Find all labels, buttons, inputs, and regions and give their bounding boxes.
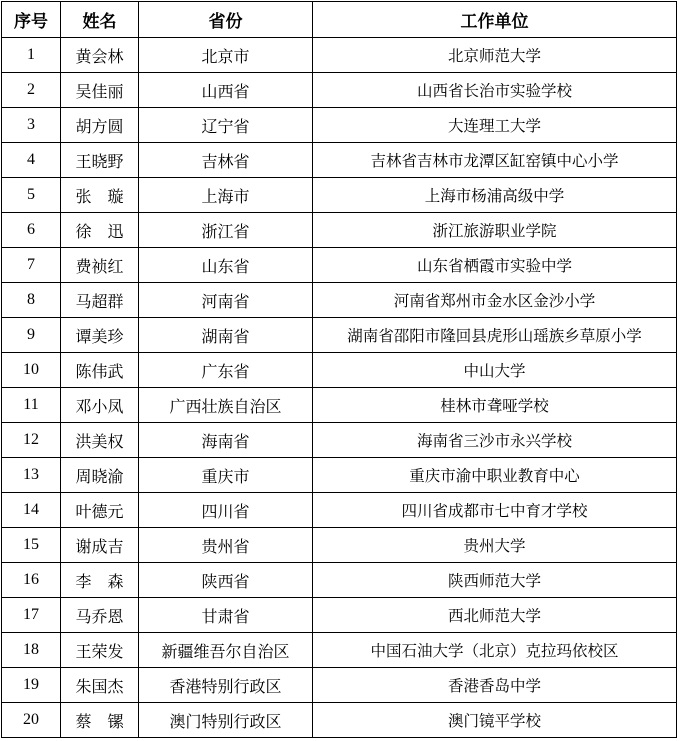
person-name-cell: 吴佳丽 (61, 73, 139, 108)
header-province: 省份 (139, 2, 313, 38)
row-index-cell: 9 (2, 318, 61, 353)
workplace-cell: 北京师范大学 (313, 38, 677, 73)
row-index-cell: 12 (2, 423, 61, 458)
person-name-cell: 马乔恩 (61, 598, 139, 633)
workplace-cell: 西北师范大学 (313, 598, 677, 633)
province-cell: 浙江省 (139, 213, 313, 248)
row-index-cell: 4 (2, 143, 61, 178)
person-name-cell: 邓小凤 (61, 388, 139, 423)
row-index-cell: 10 (2, 353, 61, 388)
table-row (2, 318, 677, 353)
table-row (2, 248, 677, 283)
province-cell: 陕西省 (139, 563, 313, 598)
row-index-cell: 15 (2, 528, 61, 563)
row-index-cell: 16 (2, 563, 61, 598)
province-cell: 吉林省 (139, 143, 313, 178)
workplace-cell: 浙江旅游职业学院 (313, 213, 677, 248)
workplace-cell: 上海市杨浦高级中学 (313, 178, 677, 213)
person-name-cell: 黄会林 (61, 38, 139, 73)
workplace-cell: 山西省长治市实验学校 (313, 73, 677, 108)
table-row (2, 38, 677, 73)
person-name-cell: 叶德元 (61, 493, 139, 528)
awardee-table (1, 1, 677, 738)
workplace-cell: 中山大学 (313, 353, 677, 388)
table-row (2, 73, 677, 108)
person-name-cell: 洪美权 (61, 423, 139, 458)
table-row (2, 563, 677, 598)
province-cell: 澳门特别行政区 (139, 703, 313, 738)
workplace-cell: 贵州大学 (313, 528, 677, 563)
row-index-cell: 13 (2, 458, 61, 493)
table-row (2, 633, 677, 668)
province-cell: 北京市 (139, 38, 313, 73)
row-index-cell: 8 (2, 283, 61, 318)
person-name-cell: 李 森 (61, 563, 139, 598)
table-row (2, 528, 677, 563)
header-workplace: 工作单位 (313, 2, 677, 38)
workplace-cell: 山东省栖霞市实验中学 (313, 248, 677, 283)
table-body (2, 38, 677, 738)
table-header-row (2, 2, 677, 38)
table-row (2, 598, 677, 633)
province-cell: 甘肃省 (139, 598, 313, 633)
person-name-cell: 周晓渝 (61, 458, 139, 493)
person-name-cell: 王荣发 (61, 633, 139, 668)
province-cell: 广西壮族自治区 (139, 388, 313, 423)
table-row (2, 668, 677, 703)
table-row (2, 423, 677, 458)
person-name-cell: 费祯红 (61, 248, 139, 283)
row-index-cell: 19 (2, 668, 61, 703)
workplace-cell: 中国石油大学（北京）克拉玛依校区 (313, 633, 677, 668)
table-row (2, 143, 677, 178)
province-cell: 重庆市 (139, 458, 313, 493)
province-cell: 香港特别行政区 (139, 668, 313, 703)
table-row (2, 353, 677, 388)
province-cell: 辽宁省 (139, 108, 313, 143)
workplace-cell: 吉林省吉林市龙潭区缸窑镇中心小学 (313, 143, 677, 178)
table-row (2, 283, 677, 318)
province-cell: 湖南省 (139, 318, 313, 353)
person-name-cell: 胡方圆 (61, 108, 139, 143)
province-cell: 贵州省 (139, 528, 313, 563)
table-row (2, 458, 677, 493)
workplace-cell: 重庆市渝中职业教育中心 (313, 458, 677, 493)
person-name-cell: 王晓野 (61, 143, 139, 178)
row-index-cell: 7 (2, 248, 61, 283)
workplace-cell: 澳门镜平学校 (313, 703, 677, 738)
person-name-cell: 谭美珍 (61, 318, 139, 353)
province-cell: 海南省 (139, 423, 313, 458)
province-cell: 四川省 (139, 493, 313, 528)
province-cell: 广东省 (139, 353, 313, 388)
province-cell: 山东省 (139, 248, 313, 283)
workplace-cell: 湖南省邵阳市隆回县虎形山瑶族乡草原小学 (313, 318, 677, 353)
province-cell: 新疆维吾尔自治区 (139, 633, 313, 668)
province-cell: 山西省 (139, 73, 313, 108)
table-row (2, 703, 677, 738)
workplace-cell: 四川省成都市七中育才学校 (313, 493, 677, 528)
person-name-cell: 张 璇 (61, 178, 139, 213)
table-row (2, 213, 677, 248)
person-name-cell: 陈伟武 (61, 353, 139, 388)
row-index-cell: 17 (2, 598, 61, 633)
province-cell: 河南省 (139, 283, 313, 318)
table-row (2, 388, 677, 423)
row-index-cell: 5 (2, 178, 61, 213)
header-index: 序号 (2, 2, 61, 38)
row-index-cell: 3 (2, 108, 61, 143)
row-index-cell: 14 (2, 493, 61, 528)
workplace-cell: 海南省三沙市永兴学校 (313, 423, 677, 458)
row-index-cell: 6 (2, 213, 61, 248)
table-row (2, 178, 677, 213)
person-name-cell: 蔡 镙 (61, 703, 139, 738)
workplace-cell: 河南省郑州市金水区金沙小学 (313, 283, 677, 318)
person-name-cell: 马超群 (61, 283, 139, 318)
workplace-cell: 大连理工大学 (313, 108, 677, 143)
person-name-cell: 朱国杰 (61, 668, 139, 703)
table-row (2, 108, 677, 143)
row-index-cell: 2 (2, 73, 61, 108)
row-index-cell: 1 (2, 38, 61, 73)
row-index-cell: 11 (2, 388, 61, 423)
header-name: 姓名 (61, 2, 139, 38)
workplace-cell: 桂林市聋哑学校 (313, 388, 677, 423)
row-index-cell: 18 (2, 633, 61, 668)
table-row (2, 493, 677, 528)
row-index-cell: 20 (2, 703, 61, 738)
province-cell: 上海市 (139, 178, 313, 213)
workplace-cell: 香港香岛中学 (313, 668, 677, 703)
person-name-cell: 谢成吉 (61, 528, 139, 563)
workplace-cell: 陕西师范大学 (313, 563, 677, 598)
person-name-cell: 徐 迅 (61, 213, 139, 248)
